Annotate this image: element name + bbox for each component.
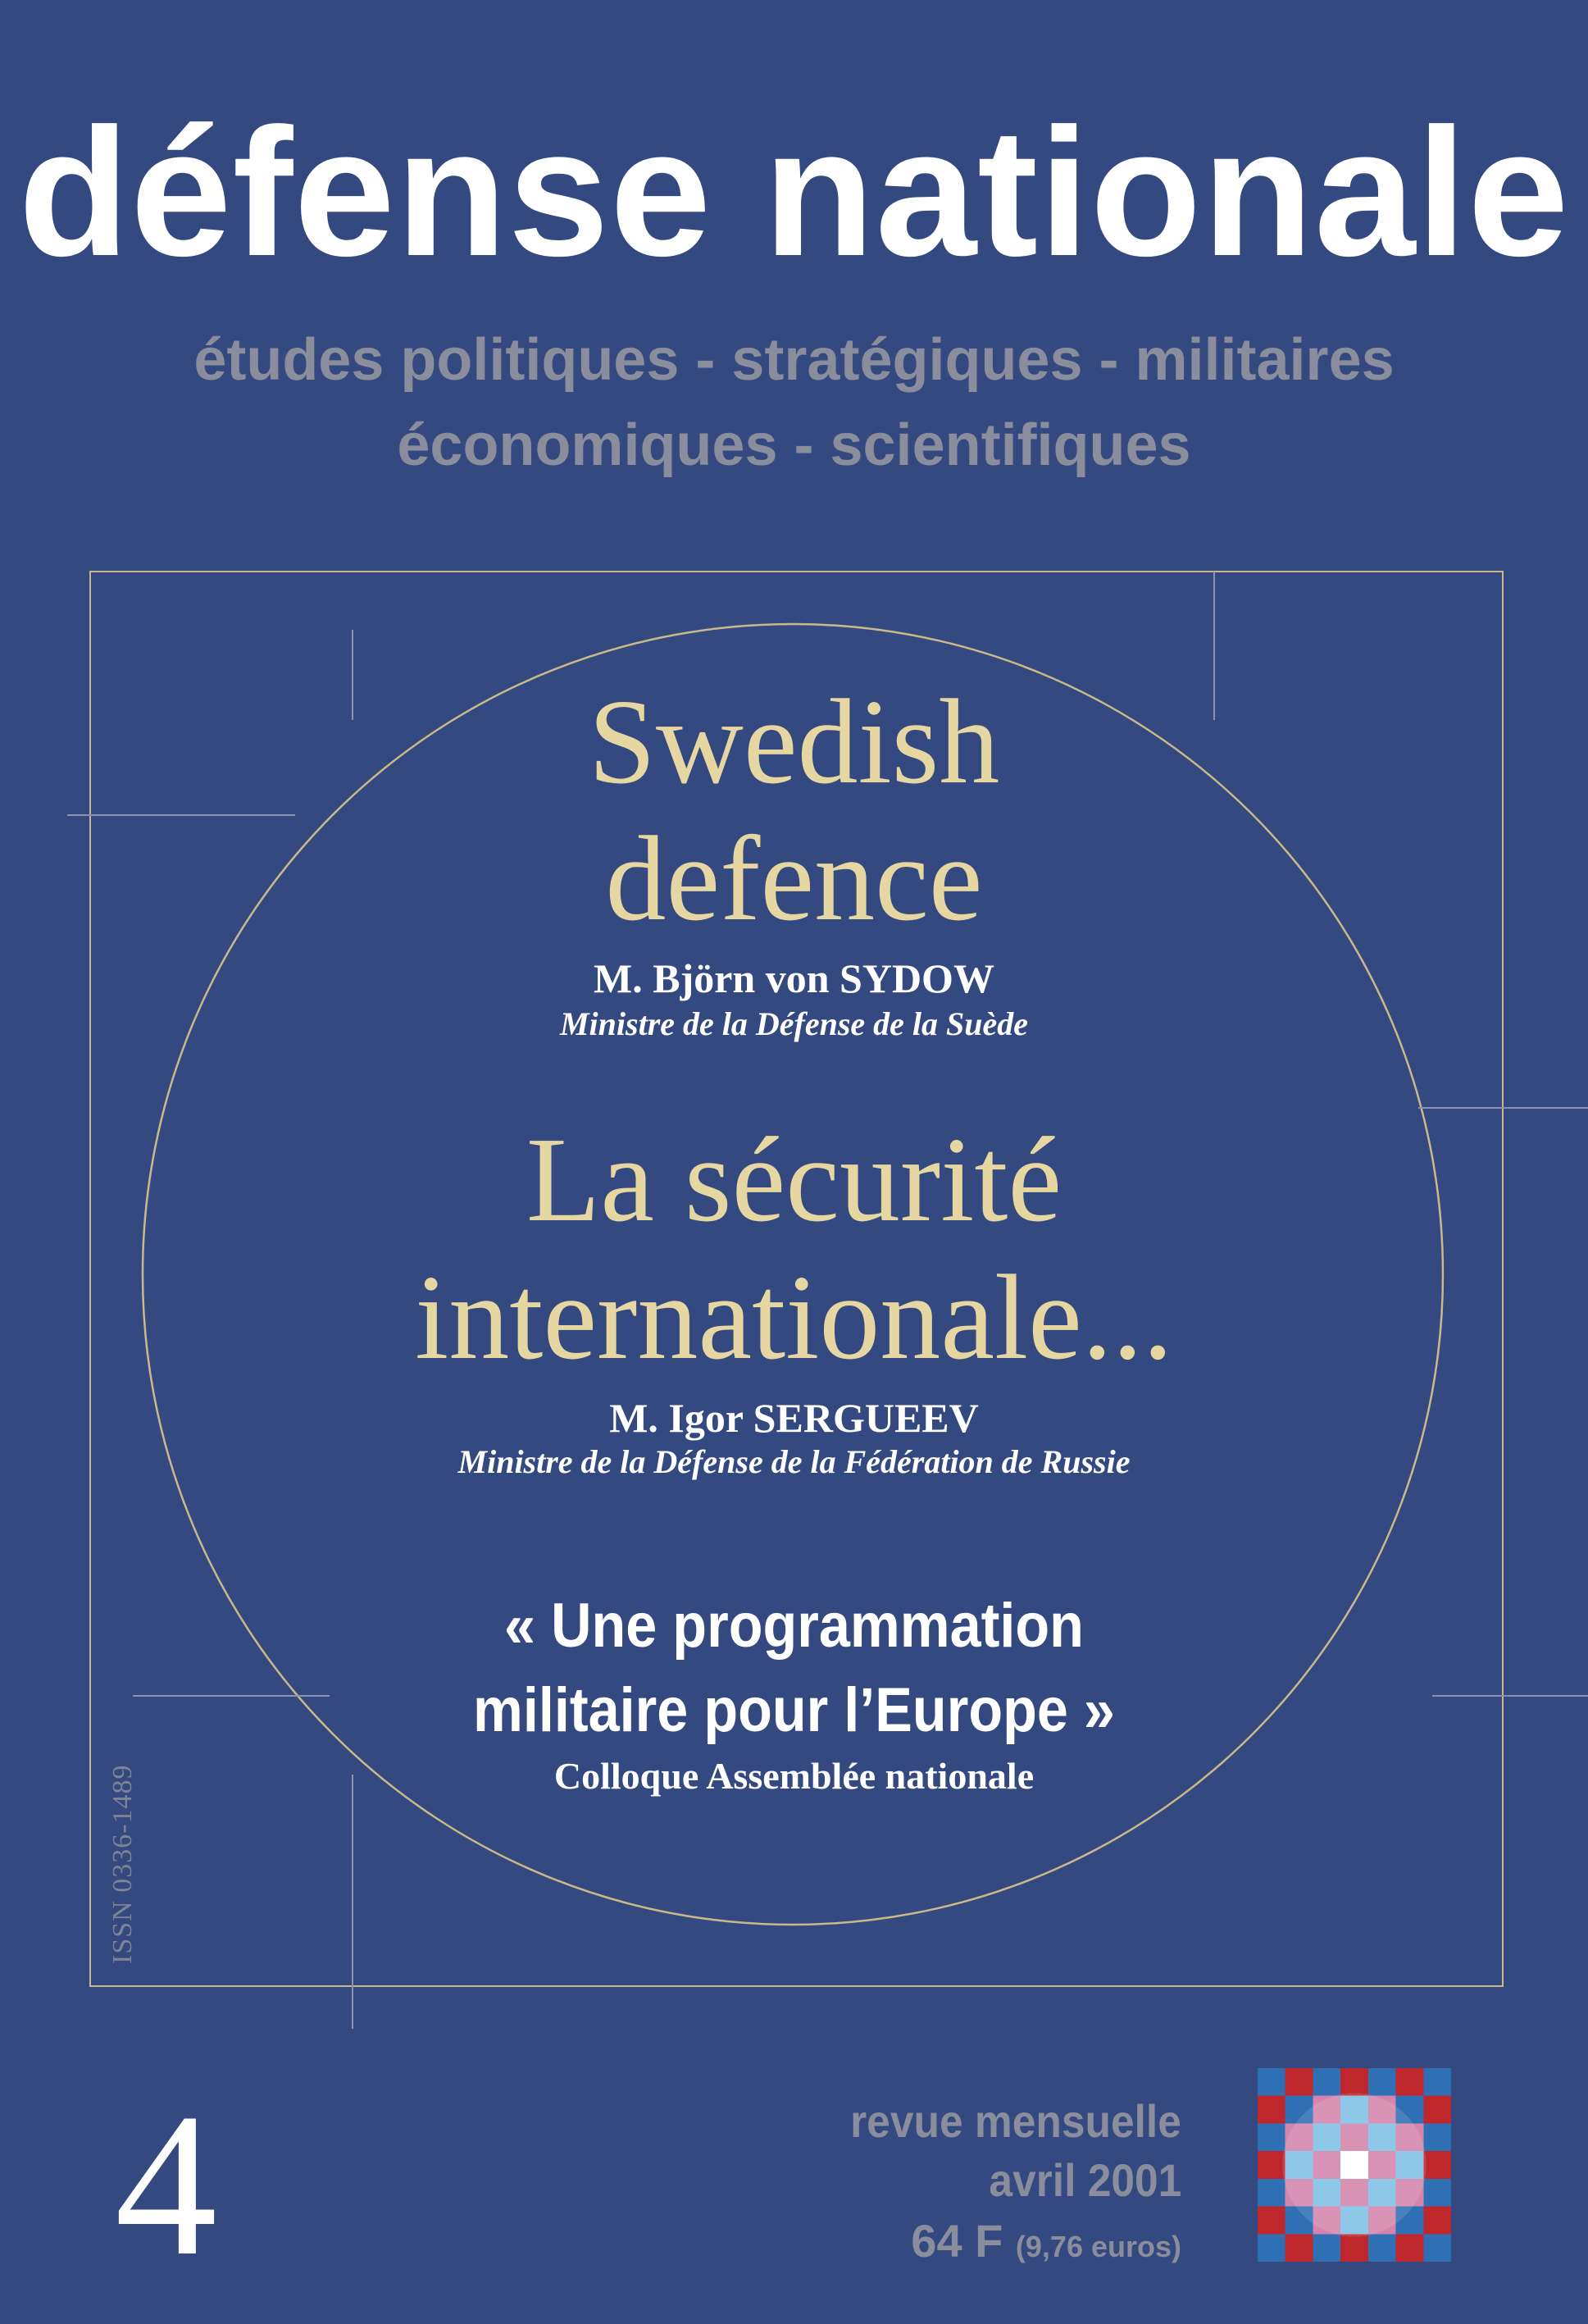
logo-cell (1258, 2123, 1285, 2151)
logo-cell (1313, 2068, 1340, 2096)
masthead-subtitle-line2: économiques - scientifiques (397, 412, 1191, 478)
logo-cell (1368, 2234, 1396, 2262)
issue-date: avril 2001 (989, 2154, 1181, 2206)
logo-cell (1258, 2207, 1285, 2235)
price-euros: (9,76 euros) (1015, 2230, 1181, 2263)
logo-cell (1396, 2068, 1424, 2096)
logo-cell (1258, 2234, 1285, 2262)
logo-cell (1423, 2179, 1451, 2207)
headline-securite-line1: La sécurité (526, 1113, 1062, 1247)
feature-subtitle: Colloque Assemblée nationale (553, 1755, 1035, 1797)
logo-cell (1340, 2068, 1368, 2096)
logo-cell (1423, 2096, 1451, 2124)
logo-cell (1340, 2234, 1368, 2262)
logo-circle (1282, 2093, 1426, 2236)
logo-cell (1368, 2068, 1396, 2096)
author-name: M. Igor SERGUEEV (609, 1395, 979, 1441)
logo-cell (1258, 2068, 1285, 2096)
headline-securite-line2: internationale... (415, 1251, 1173, 1385)
logo-cell (1423, 2207, 1451, 2235)
price-francs: 64 F (911, 2215, 1003, 2267)
logo-cell (1313, 2234, 1340, 2262)
issn-number: ISSN 0336-1489 (107, 1764, 138, 1964)
feature-title-line1: « Une programmation (504, 1591, 1084, 1661)
logo-cell (1285, 2068, 1313, 2096)
logo-cell (1285, 2234, 1313, 2262)
author-role: Ministre de la Défense de la Fédération de Russie (457, 1443, 1131, 1480)
logo-cell (1423, 2068, 1451, 2096)
logo-cell (1423, 2234, 1451, 2262)
publication-frequency: revue mensuelle (850, 2095, 1181, 2147)
headline-swedish-line1: Swedish (588, 675, 1000, 809)
logo-cell (1258, 2179, 1285, 2207)
feature-title-line2: militaire pour l’Europe » (473, 1675, 1115, 1745)
issue-number: 4 (115, 2071, 217, 2299)
issue-price (911, 2214, 1181, 2274)
logo-cell (1423, 2151, 1451, 2179)
headline-swedish-line2: defence (605, 812, 983, 946)
masthead-title: défense nationale (18, 91, 1570, 294)
pixel-mosaic-logo-icon (1258, 2068, 1451, 2262)
logo-cell (1396, 2234, 1424, 2262)
author-role: Ministre de la Défense de la Suède (559, 1005, 1029, 1042)
logo-cell (1258, 2096, 1285, 2124)
logo-cell (1423, 2123, 1451, 2151)
logo-cell (1258, 2151, 1285, 2179)
author-name: M. Björn von SYDOW (594, 955, 994, 1001)
masthead-subtitle-line1: études politiques - stratégiques - militaires (193, 327, 1395, 393)
